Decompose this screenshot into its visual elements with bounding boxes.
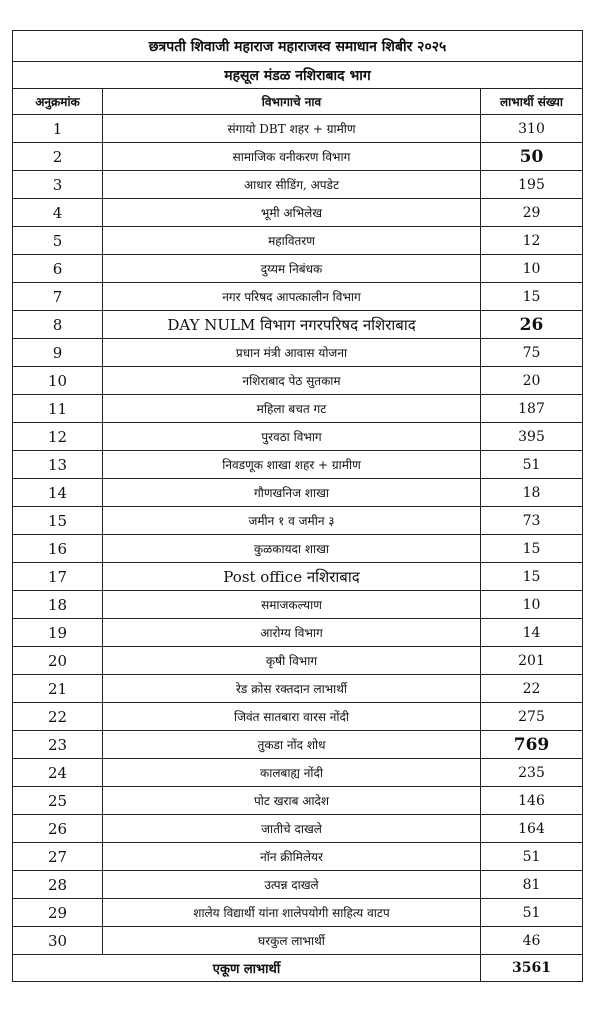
serial-cell: 26 xyxy=(13,815,103,843)
department-cell: आरोग्य विभाग xyxy=(103,619,481,647)
beneficiary-count-cell: 26 xyxy=(481,311,583,339)
serial-cell: 5 xyxy=(13,227,103,255)
department-cell: DAY NULM विभाग नगरपरिषद नशिराबाद xyxy=(103,311,481,339)
department-cell: कालबाह्य नोंदी xyxy=(103,759,481,787)
table-row xyxy=(13,227,583,255)
table-row xyxy=(13,507,583,535)
serial-cell: 8 xyxy=(13,311,103,339)
department-cell: सामाजिक वनीकरण विभाग xyxy=(103,143,481,171)
department-cell: नॉन क्रीमिलेयर xyxy=(103,843,481,871)
department-cell: जमीन १ व जमीन ३ xyxy=(103,507,481,535)
serial-cell: 30 xyxy=(13,927,103,955)
table-row xyxy=(13,871,583,899)
department-cell: प्रधान मंत्री आवास योजना xyxy=(103,339,481,367)
serial-cell: 23 xyxy=(13,731,103,759)
serial-cell: 20 xyxy=(13,647,103,675)
department-cell: भूमी अभिलेख xyxy=(103,199,481,227)
serial-cell: 17 xyxy=(13,563,103,591)
table-row xyxy=(13,927,583,955)
serial-cell: 28 xyxy=(13,871,103,899)
beneficiary-count-cell: 310 xyxy=(481,115,583,143)
department-cell: आधार सीडिंग, अपडेट xyxy=(103,171,481,199)
beneficiary-count-cell: 50 xyxy=(481,143,583,171)
document-title: छत्रपती शिवाजी महाराज महाराजस्व समाधान शिबीर २०२५ xyxy=(13,31,583,62)
department-cell: दुय्यम निबंधक xyxy=(103,255,481,283)
department-cell: घरकुल लाभार्थी xyxy=(103,927,481,955)
beneficiary-count-cell: 15 xyxy=(481,535,583,563)
table-row xyxy=(13,283,583,311)
serial-cell: 9 xyxy=(13,339,103,367)
department-cell: तुकडा नोंद शोध xyxy=(103,731,481,759)
table-row xyxy=(13,787,583,815)
beneficiary-count-cell: 51 xyxy=(481,451,583,479)
table-row xyxy=(13,675,583,703)
department-cell: पुरवठा विभाग xyxy=(103,423,481,451)
table-row xyxy=(13,759,583,787)
serial-cell: 27 xyxy=(13,843,103,871)
total-value: 3561 xyxy=(481,955,583,982)
serial-cell: 13 xyxy=(13,451,103,479)
serial-cell: 16 xyxy=(13,535,103,563)
serial-cell: 4 xyxy=(13,199,103,227)
table-row xyxy=(13,563,583,591)
department-cell: शालेय विद्यार्थी यांना शालेपयोगी साहित्य वाटप xyxy=(103,899,481,927)
serial-cell: 24 xyxy=(13,759,103,787)
department-cell: गौणखनिज शाखा xyxy=(103,479,481,507)
beneficiary-count-cell: 15 xyxy=(481,563,583,591)
serial-cell: 22 xyxy=(13,703,103,731)
beneficiary-count-cell: 146 xyxy=(481,787,583,815)
serial-cell: 21 xyxy=(13,675,103,703)
department-cell: निवडणूक शाखा शहर + ग्रामीण xyxy=(103,451,481,479)
department-cell: महिला बचत गट xyxy=(103,395,481,423)
serial-cell: 7 xyxy=(13,283,103,311)
column-header-serial: अनुक्रमांक xyxy=(13,89,103,115)
table-row xyxy=(13,423,583,451)
table-row xyxy=(13,311,583,339)
beneficiary-count-cell: 201 xyxy=(481,647,583,675)
document-subtitle: महसूल मंडळ नशिराबाद भाग xyxy=(13,62,583,89)
table-row xyxy=(13,647,583,675)
department-cell: जातीचे दाखले xyxy=(103,815,481,843)
table-row xyxy=(13,171,583,199)
header-row xyxy=(13,89,583,115)
beneficiary-count-cell: 187 xyxy=(481,395,583,423)
department-cell: नगर परिषद आपत्कालीन विभाग xyxy=(103,283,481,311)
department-cell: पोट खराब आदेश xyxy=(103,787,481,815)
serial-cell: 12 xyxy=(13,423,103,451)
subtitle-row xyxy=(13,62,583,89)
beneficiary-count-cell: 75 xyxy=(481,339,583,367)
beneficiary-count-cell: 235 xyxy=(481,759,583,787)
beneficiary-count-cell: 164 xyxy=(481,815,583,843)
beneficiary-count-cell: 20 xyxy=(481,367,583,395)
beneficiary-count-cell: 12 xyxy=(481,227,583,255)
serial-cell: 11 xyxy=(13,395,103,423)
department-cell: संगायो DBT शहर + ग्रामीण xyxy=(103,115,481,143)
department-cell: समाजकल्याण xyxy=(103,591,481,619)
table-row xyxy=(13,395,583,423)
serial-cell: 19 xyxy=(13,619,103,647)
serial-cell: 6 xyxy=(13,255,103,283)
column-header-beneficiaries: लाभार्थी संख्या xyxy=(481,89,583,115)
column-header-department: विभागाचे नाव xyxy=(103,89,481,115)
table-row xyxy=(13,479,583,507)
department-cell: कुळकायदा शाखा xyxy=(103,535,481,563)
beneficiary-count-cell: 15 xyxy=(481,283,583,311)
beneficiary-table xyxy=(12,30,583,982)
title-row xyxy=(13,31,583,62)
total-row xyxy=(13,955,583,982)
beneficiary-count-cell: 275 xyxy=(481,703,583,731)
beneficiary-count-cell: 769 xyxy=(481,731,583,759)
table-row xyxy=(13,619,583,647)
beneficiary-count-cell: 195 xyxy=(481,171,583,199)
table-row xyxy=(13,199,583,227)
table-row xyxy=(13,367,583,395)
beneficiary-count-cell: 51 xyxy=(481,843,583,871)
serial-cell: 2 xyxy=(13,143,103,171)
serial-cell: 10 xyxy=(13,367,103,395)
table-row xyxy=(13,535,583,563)
table-row xyxy=(13,731,583,759)
department-cell: उत्पन्न दाखले xyxy=(103,871,481,899)
total-label: एकूण लाभार्थी xyxy=(13,955,481,982)
serial-cell: 15 xyxy=(13,507,103,535)
beneficiary-count-cell: 22 xyxy=(481,675,583,703)
beneficiary-count-cell: 10 xyxy=(481,255,583,283)
beneficiary-count-cell: 51 xyxy=(481,899,583,927)
department-cell: Post office नशिराबाद xyxy=(103,563,481,591)
beneficiary-count-cell: 10 xyxy=(481,591,583,619)
beneficiary-count-cell: 29 xyxy=(481,199,583,227)
beneficiary-count-cell: 14 xyxy=(481,619,583,647)
department-cell: रेड क्रोस रक्तदान लाभार्थी xyxy=(103,675,481,703)
table-row xyxy=(13,703,583,731)
table-body xyxy=(13,31,583,982)
beneficiary-count-cell: 81 xyxy=(481,871,583,899)
serial-cell: 3 xyxy=(13,171,103,199)
table-row xyxy=(13,843,583,871)
table-row xyxy=(13,899,583,927)
department-cell: नशिराबाद पेठ सुतकाम xyxy=(103,367,481,395)
beneficiary-count-cell: 46 xyxy=(481,927,583,955)
serial-cell: 1 xyxy=(13,115,103,143)
department-cell: जिवंत सातबारा वारस नोंदी xyxy=(103,703,481,731)
serial-cell: 29 xyxy=(13,899,103,927)
beneficiary-count-cell: 18 xyxy=(481,479,583,507)
serial-cell: 14 xyxy=(13,479,103,507)
table-row xyxy=(13,815,583,843)
table-row xyxy=(13,591,583,619)
table-row xyxy=(13,451,583,479)
table-row xyxy=(13,255,583,283)
department-cell: कृषी विभाग xyxy=(103,647,481,675)
table-row xyxy=(13,143,583,171)
serial-cell: 18 xyxy=(13,591,103,619)
table-row xyxy=(13,339,583,367)
beneficiary-count-cell: 395 xyxy=(481,423,583,451)
beneficiary-count-cell: 73 xyxy=(481,507,583,535)
serial-cell: 25 xyxy=(13,787,103,815)
table-row xyxy=(13,115,583,143)
department-cell: महावितरण xyxy=(103,227,481,255)
